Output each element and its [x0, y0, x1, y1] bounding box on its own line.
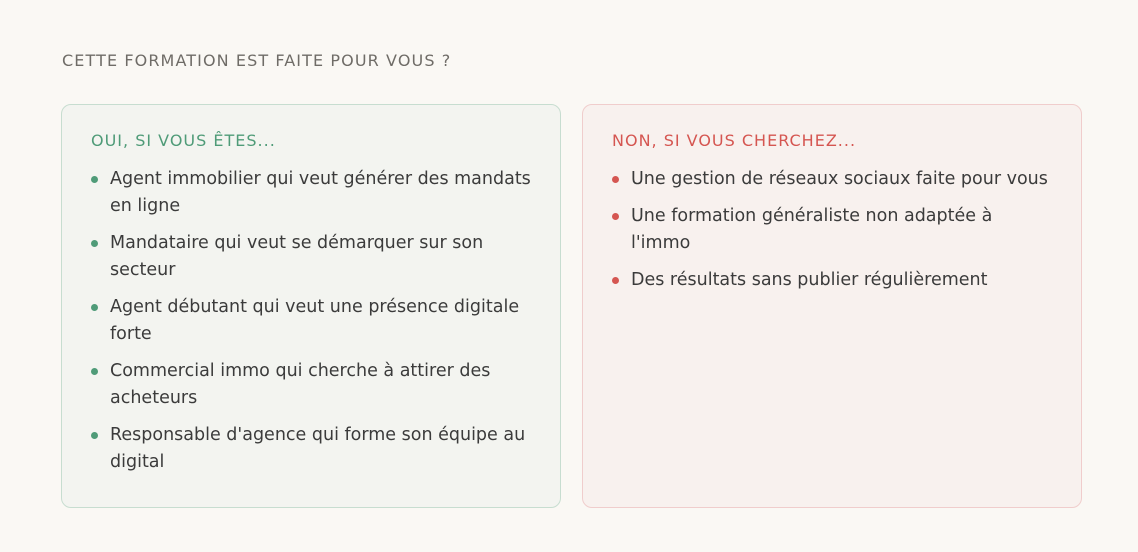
yes-list-item: [90, 230, 532, 284]
green-bullet-icon: [91, 368, 98, 375]
no-card-heading: NON, SI VOUS CHERCHEZ...: [612, 131, 857, 150]
yes-item-text: Responsable d'agence qui forme son équipe au digital: [110, 425, 526, 472]
no-list-item: [611, 267, 1053, 294]
yes-item-text: Commercial immo qui cherche à attirer des acheteurs: [110, 361, 491, 408]
red-bullet-icon: [612, 277, 619, 284]
section-title: CETTE FORMATION EST FAITE POUR VOUS ?: [62, 51, 452, 70]
yes-item-text: Agent immobilier qui veut générer des mandats en ligne: [110, 169, 531, 216]
green-bullet-icon: [91, 176, 98, 183]
no-list-item: [611, 203, 1053, 257]
no-item-text: Une gestion de réseaux sociaux faite pour vous: [631, 169, 1048, 189]
yes-item-text: Mandataire qui veut se démarquer sur son secteur: [110, 233, 484, 280]
yes-list-item: [90, 422, 532, 476]
yes-list-item: [90, 166, 532, 220]
yes-list: [90, 166, 532, 476]
yes-card-heading: OUI, SI VOUS ÊTES...: [91, 131, 276, 150]
yes-card: [61, 104, 561, 508]
no-list: [611, 166, 1053, 294]
no-item-text: Une formation généraliste non adaptée à l'immo: [631, 206, 993, 253]
green-bullet-icon: [91, 240, 98, 247]
red-bullet-icon: [612, 176, 619, 183]
no-card: [582, 104, 1082, 508]
yes-list-item: [90, 294, 532, 348]
no-item-text: Des résultats sans publier régulièrement: [631, 270, 988, 290]
green-bullet-icon: [91, 304, 98, 311]
no-list-item: [611, 166, 1053, 193]
red-bullet-icon: [612, 213, 619, 220]
green-bullet-icon: [91, 432, 98, 439]
yes-list-item: [90, 358, 532, 412]
yes-item-text: Agent débutant qui veut une présence digitale forte: [110, 297, 520, 344]
